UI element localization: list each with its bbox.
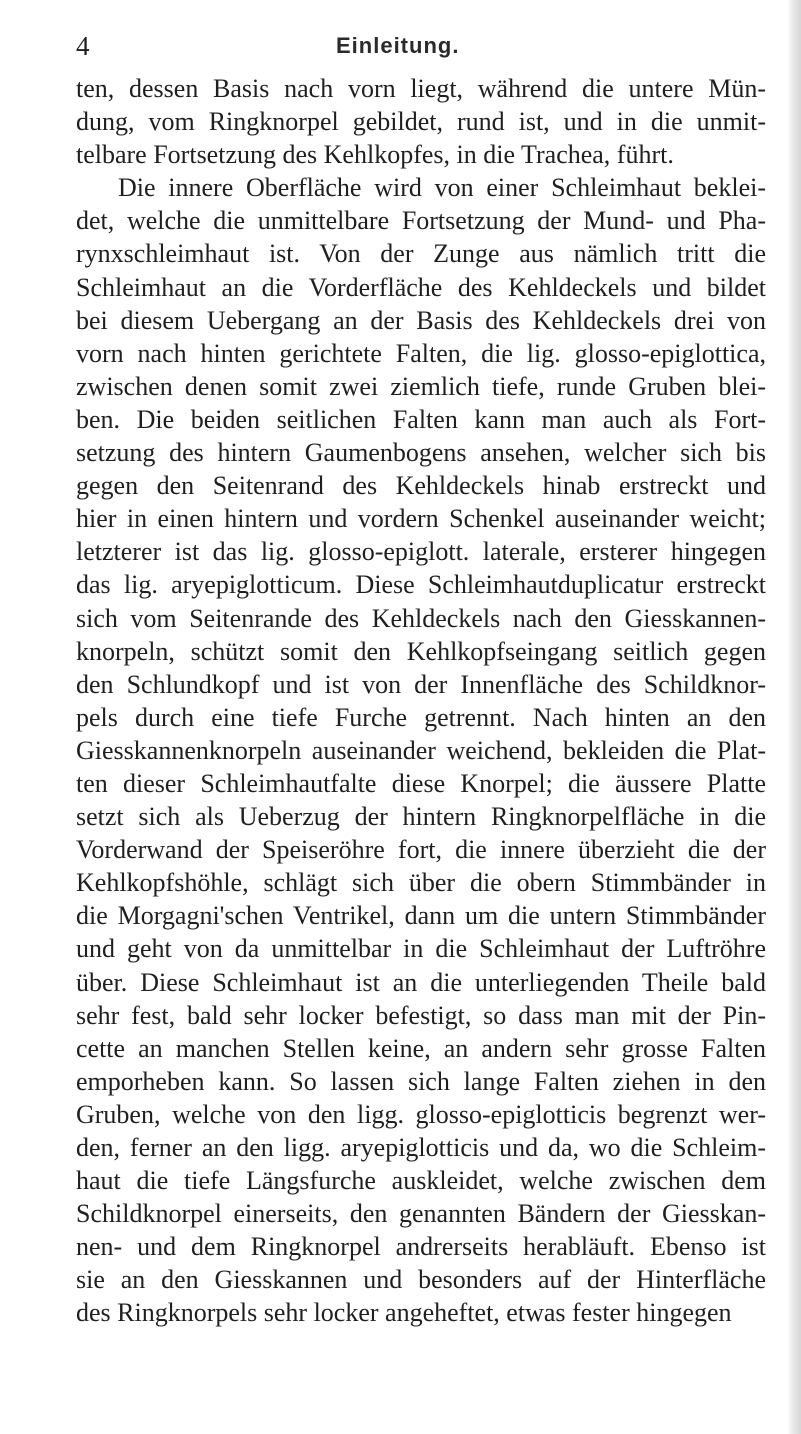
text-line: ben. Die beiden seitlichen Falten kann man auch als Fort- [76, 404, 766, 434]
text-line: und geht von da unmittelbar in die Schleimhaut der Luftröhre [76, 934, 766, 964]
text-line: setzung des hintern Gaumenbogens ansehen, welcher sich bis [76, 438, 766, 468]
text-line: det, welche die unmittelbare Fortsetzung der Mund- und Pha- [76, 206, 766, 236]
text-line: Die innere Oberfläche wird von einer Schleimhaut beklei- [118, 173, 766, 203]
text-line: ten, dessen Basis nach vorn liegt, während die untere Mün- [76, 74, 766, 103]
page-number: 4 [76, 31, 90, 61]
text-line: die Morgagni'schen Ventrikel, dann um die untern Stimmbänder [76, 901, 766, 931]
text-line: Gruben, welche von den ligg. glosso-epiglotticis begrenzt wer- [76, 1099, 766, 1129]
page-edge-shadow [787, 0, 801, 1434]
text-line: sehr fest, bald sehr locker befestigt, so dass man mit der Pin- [76, 1000, 766, 1030]
text-line: sie an den Giesskannen und besonders auf der Hinterfläche [76, 1265, 766, 1295]
body-text [76, 72, 766, 1330]
text-line: über. Diese Schleimhaut ist an die unterliegenden Theile bald [76, 967, 766, 997]
text-line: vorn nach hinten gerichtete Falten, die lig. glosso-epiglottica, [76, 338, 766, 368]
text-line: des Ringknorpels sehr locker angeheftet, etwas fester hingegen [76, 1298, 732, 1328]
page-header [76, 26, 766, 66]
text-line: zwischen denen somit zwei ziemlich tiefe, runde Gruben blei- [76, 371, 766, 401]
text-line: Giesskannenknorpeln auseinander weichend, bekleiden die Plat- [76, 735, 766, 765]
text-line: telbare Fortsetzung des Kehlkopfes, in die Trachea, führt. [76, 140, 674, 170]
text-line: Vorderwand der Speiseröhre fort, die innere überzieht die der [76, 835, 766, 865]
text-line: bei diesem Uebergang an der Basis des Kehldeckels drei von [76, 305, 766, 335]
text-line: nen- und dem Ringknorpel andrerseits herabläuft. Ebenso ist [76, 1232, 766, 1262]
text-line: haut die tiefe Längsfurche auskleidet, welche zwischen dem [76, 1166, 766, 1196]
text-line: das lig. aryepiglotticum. Diese Schleimhautduplicatur erstreckt [76, 570, 766, 600]
text-line: setzt sich als Ueberzug der hintern Ringknorpelfläche in die [76, 802, 766, 832]
text-line: Kehlkopfshöhle, schlägt sich über die obern Stimmbänder in [76, 868, 766, 898]
text-line: letzterer ist das lig. glosso-epiglott. laterale, ersterer hingegen [76, 537, 766, 567]
text-line: rynxschleimhaut ist. Von der Zunge aus nämlich tritt die [76, 239, 766, 269]
text-line: sich vom Seitenrande des Kehldeckels nach den Giesskannen- [76, 603, 766, 633]
text-line: knorpeln, schützt somit den Kehlkopfseingang seitlich gegen [76, 636, 766, 666]
text-line: den, ferner an den ligg. aryepiglotticis und da, wo die Schleim- [76, 1133, 766, 1162]
text-line: dung, vom Ringknorpel gebildet, rund ist, und in die unmit- [76, 107, 766, 137]
text-line: hier in einen hintern und vordern Schenkel auseinander weicht; [76, 504, 766, 534]
text-line: Schleimhaut an die Vorderfläche des Kehldeckels und bildet [76, 272, 766, 302]
text-line: emporheben kann. So lassen sich lange Falten ziehen in den [76, 1066, 766, 1096]
text-line: pels durch eine tiefe Furche getrennt. Nach hinten an den [76, 702, 766, 732]
running-head: Einleitung. [336, 33, 460, 58]
text-line: cette an manchen Stellen keine, an andern sehr grosse Falten [76, 1033, 766, 1063]
text-line: gegen den Seitenrand des Kehldeckels hinab erstreckt und [76, 471, 766, 501]
text-line: ten dieser Schleimhautfalte diese Knorpel; die äussere Platte [76, 768, 766, 798]
text-line: Schildknorpel einerseits, den genannten Bändern der Giesskan- [76, 1199, 766, 1229]
text-line: den Schlundkopf und ist von der Innenfläche des Schildknor- [76, 669, 766, 699]
